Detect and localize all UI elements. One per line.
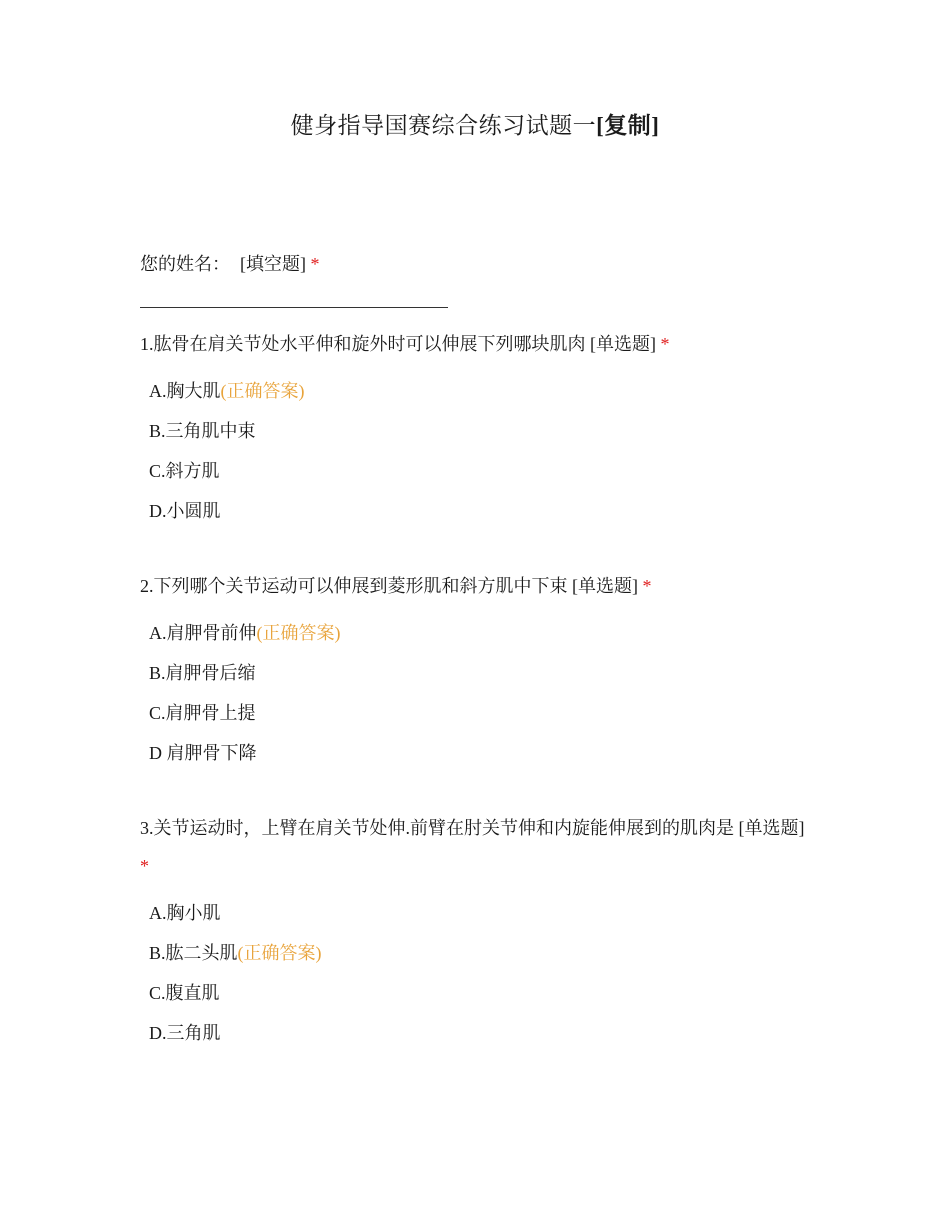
question-1-stem xyxy=(140,325,810,363)
question-1-type-tag: [单选题] xyxy=(590,334,656,354)
option-label: A.胸大肌 xyxy=(149,381,221,401)
required-mark: * xyxy=(140,856,149,876)
question-2-options xyxy=(140,613,810,773)
question-1-text: 1.肱骨在肩关节处水平伸和旋外时可以伸展下列哪块肌肉 xyxy=(140,334,586,354)
required-mark: * xyxy=(642,576,652,596)
option-label: B.三角肌中束 xyxy=(149,421,256,441)
required-mark: * xyxy=(660,334,670,354)
question-3-option-d xyxy=(140,1013,810,1053)
option-label: C.斜方肌 xyxy=(149,461,220,481)
option-label: D 肩胛骨下降 xyxy=(149,743,257,763)
question-3-text: 3.关节运动时，上臂在肩关节处伸.前臂在肘关节伸和内旋能伸展到的肌肉是 xyxy=(140,818,734,838)
question-1 xyxy=(140,325,810,531)
option-label: D.小圆肌 xyxy=(149,501,221,521)
question-2-option-c xyxy=(140,693,810,733)
question-3-stem xyxy=(140,809,810,885)
question-3-options xyxy=(140,893,810,1053)
name-answer-line xyxy=(140,307,448,308)
question-1-option-d xyxy=(140,491,810,531)
option-label: A.肩胛骨前伸 xyxy=(149,623,257,643)
document-title-tag: [复制] xyxy=(596,113,660,138)
option-label: C.肩胛骨上提 xyxy=(149,703,256,723)
option-label: B.肩胛骨后缩 xyxy=(149,663,256,683)
question-2 xyxy=(140,567,810,773)
correct-answer-note: (正确答案) xyxy=(256,623,341,643)
document-title xyxy=(0,110,950,142)
question-2-text: 2.下列哪个关节运动可以伸展到菱形肌和斜方肌中下束 xyxy=(140,576,568,596)
name-label: 您的姓名： xyxy=(140,254,230,274)
question-2-type-tag: [单选题] xyxy=(572,576,638,596)
question-3-option-a xyxy=(140,893,810,933)
question-3-option-c xyxy=(140,973,810,1013)
option-label: C.腹直肌 xyxy=(149,983,220,1003)
question-1-options xyxy=(140,371,810,531)
option-label: A.胸小肌 xyxy=(149,903,221,923)
name-type-tag: [填空题] xyxy=(240,254,306,274)
question-1-option-c xyxy=(140,451,810,491)
question-3 xyxy=(140,809,810,1053)
option-label: D.三角肌 xyxy=(149,1023,221,1043)
question-2-stem xyxy=(140,567,810,605)
required-mark: * xyxy=(310,254,320,274)
document-title-main: 健身指导国赛综合练习试题一 xyxy=(290,113,597,138)
name-question xyxy=(140,250,320,278)
question-2-option-d xyxy=(140,733,810,773)
option-label: B.肱二头肌 xyxy=(149,943,238,963)
question-2-option-b xyxy=(140,653,810,693)
question-1-option-a xyxy=(140,371,810,411)
question-3-type-tag: [单选题] xyxy=(738,818,805,838)
correct-answer-note: (正确答案) xyxy=(220,381,305,401)
question-1-option-b xyxy=(140,411,810,451)
question-2-option-a xyxy=(140,613,810,653)
correct-answer-note: (正确答案) xyxy=(237,943,322,963)
question-3-option-b xyxy=(140,933,810,973)
